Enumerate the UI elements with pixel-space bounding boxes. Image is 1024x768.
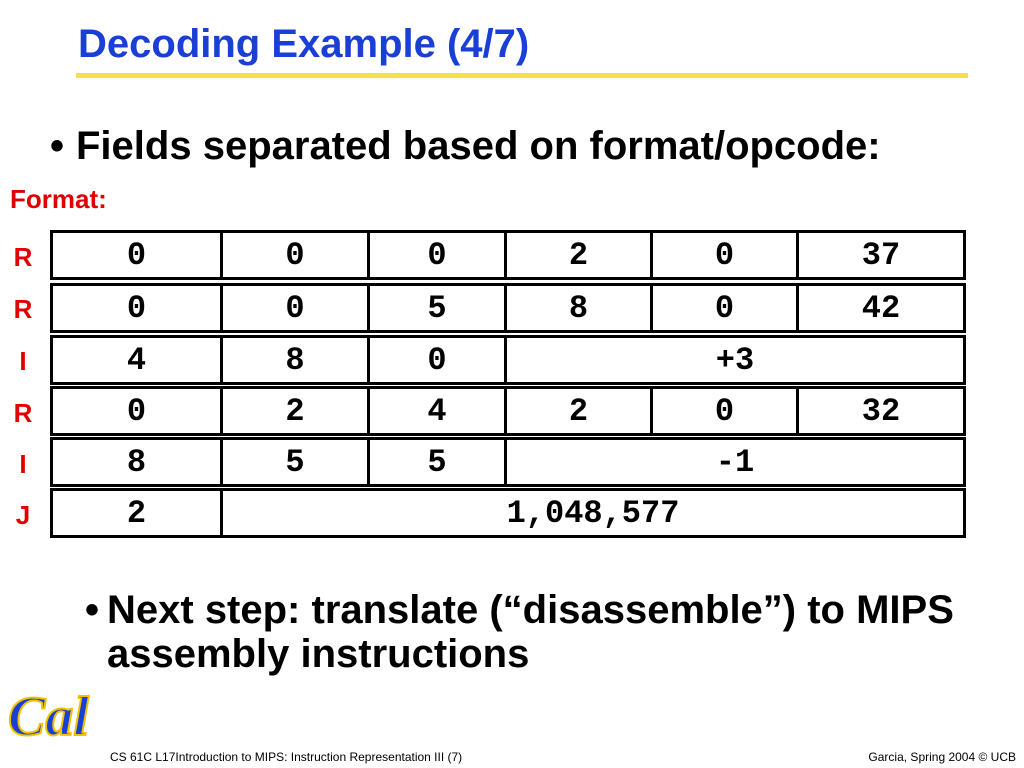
row-format-label: R (13, 242, 33, 272)
row-format-label: R (13, 398, 33, 428)
instruction-row (50, 230, 966, 280)
field-cell: 0 (53, 286, 223, 330)
cal-logo-text: Cal (8, 686, 89, 747)
field-cell: 0 (653, 233, 799, 277)
field-cell: 0 (53, 389, 223, 433)
field-cell: 2 (507, 233, 653, 277)
field-cell: 0 (370, 338, 507, 382)
bullet-dot: • (85, 588, 100, 632)
field-cell: 32 (861, 392, 901, 430)
field-cell: 5 (223, 440, 370, 484)
field-cell: 8 (53, 440, 223, 484)
instruction-row (50, 283, 966, 333)
instruction-row (50, 437, 966, 487)
field-cell: 5 (370, 440, 507, 484)
instruction-row (50, 488, 966, 538)
footer-course: CS 61C L17Introduction to MIPS: Instruction Representation III (7) (110, 750, 463, 764)
row-format-label: R (13, 294, 33, 324)
row-format-label: J (15, 500, 31, 530)
field-cell: 0 (370, 233, 507, 277)
field-cell: 5 (370, 286, 507, 330)
row-format-label: I (19, 449, 27, 479)
field-cell: 2 (53, 491, 223, 535)
field-cell: 37 (861, 236, 901, 274)
field-cell: 42 (861, 289, 901, 327)
instruction-row (50, 386, 966, 436)
field-cell: 2 (223, 389, 370, 433)
row-format-label: I (19, 346, 27, 376)
field-cell: 0 (653, 389, 799, 433)
field-cell: 8 (507, 286, 653, 330)
bullet-dot: • (50, 124, 65, 168)
field-cell: 8 (223, 338, 370, 382)
format-label: Format: (10, 184, 107, 214)
cal-logo (6, 685, 102, 747)
instruction-row (50, 335, 966, 385)
field-cell: 2 (507, 389, 653, 433)
immediate-cell: -1 (715, 443, 755, 481)
field-cell: 0 (53, 233, 223, 277)
field-cell: 0 (223, 286, 370, 330)
slide-title: Decoding Example (4/7) (78, 22, 530, 66)
field-cell: 0 (223, 233, 370, 277)
bullet-text: Next step: translate (“disassemble”) to MIPS assembly instructions (107, 588, 954, 676)
field-cell: 4 (53, 338, 223, 382)
bullet-text: Fields separated based on format/opcode: (76, 124, 881, 168)
field-cell: 4 (370, 389, 507, 433)
title-underline (76, 73, 968, 78)
footer-credit: Garcia, Spring 2004 © UCB (868, 750, 1016, 764)
target-cell: 1,048,577 (506, 494, 680, 532)
immediate-cell: +3 (715, 341, 755, 379)
field-cell: 0 (653, 286, 799, 330)
